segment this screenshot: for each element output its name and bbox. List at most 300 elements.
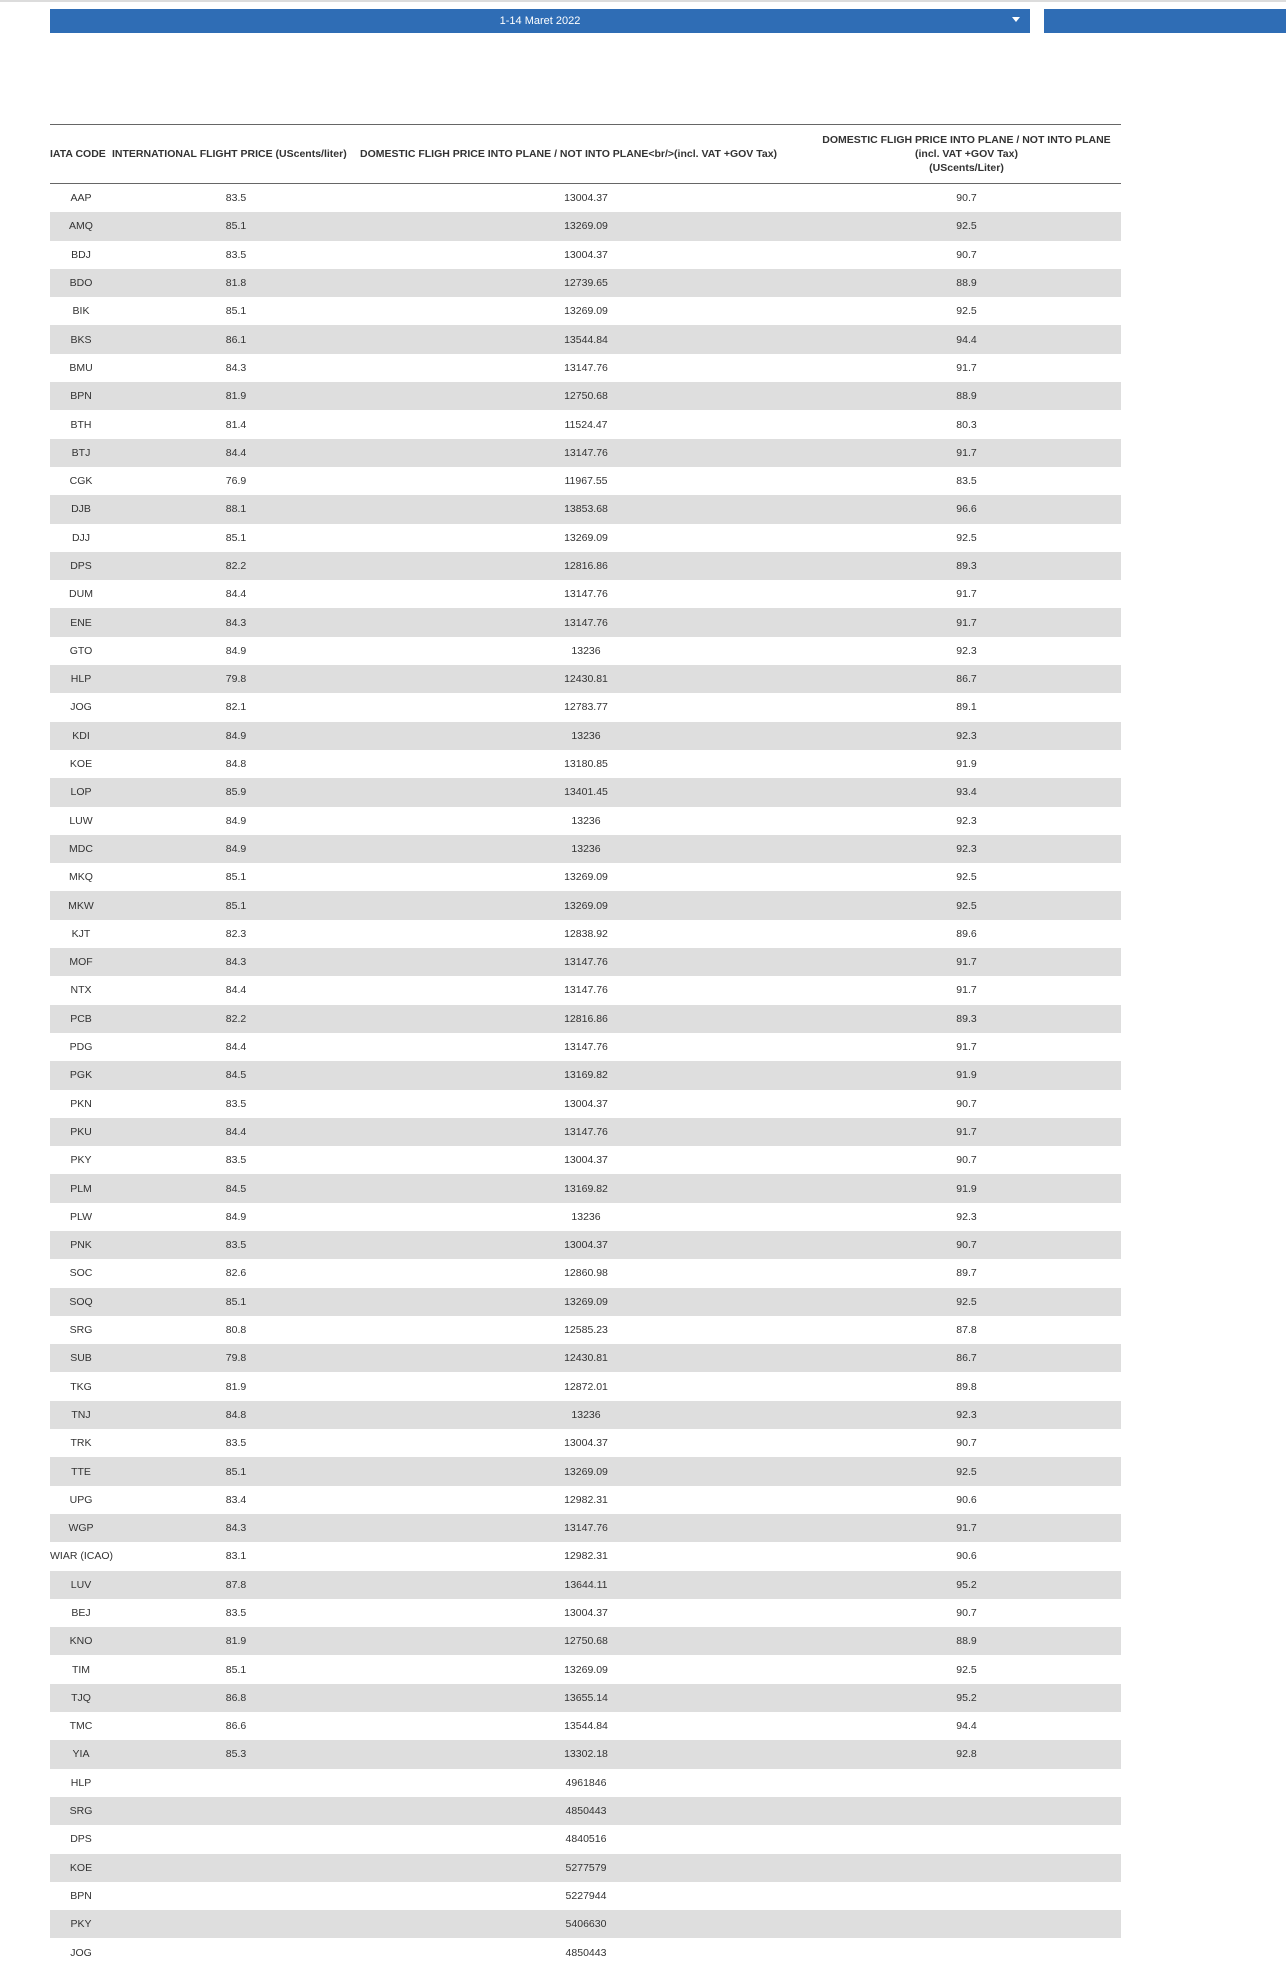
table-row	[50, 693, 1121, 721]
table-row	[50, 1684, 1121, 1712]
table-row	[50, 212, 1121, 240]
international-price-cell: 84.9	[225, 644, 247, 657]
column-header-line: DOMESTIC FLIGH PRICE INTO PLANE / NOT INTO PLANE	[822, 134, 1111, 146]
iata-code-cell: DPS	[70, 1833, 92, 1846]
international-price-cell: 85.1	[225, 305, 247, 318]
domestic-price-idr-cell: 12982.31	[564, 1493, 608, 1506]
international-price-cell: 82.3	[225, 927, 247, 940]
iata-code-cell: KOE	[69, 758, 93, 771]
domestic-price-uscents-cell	[812, 1797, 1121, 1825]
table-row	[50, 524, 1121, 552]
table-row	[50, 1033, 1121, 1061]
domestic-price-uscents-cell: 92.5	[812, 212, 1121, 240]
iata-code-cell: SOC	[69, 1267, 93, 1280]
table-row	[50, 891, 1121, 919]
international-price-cell: 80.8	[225, 1324, 247, 1337]
iata-code-cell: BTJ	[50, 439, 112, 467]
domestic-price-uscents-cell: 91.7	[956, 361, 977, 374]
domestic-price-idr-cell: 13401.45	[360, 778, 812, 806]
iata-code-cell: BDO	[50, 269, 112, 297]
international-price-cell: 84.3	[225, 361, 247, 374]
table-row	[50, 1090, 1121, 1118]
iata-code-cell: LOP	[50, 778, 112, 806]
domestic-price-idr-cell: 13147.76	[564, 588, 608, 601]
iata-code-cell: KDI	[50, 722, 112, 750]
domestic-price-idr-cell: 13236	[571, 644, 601, 657]
table-row	[50, 410, 1121, 438]
iata-code-cell: MKW	[50, 891, 112, 919]
fuel-price-table	[50, 124, 1121, 1967]
international-price-cell: 84.8	[225, 758, 247, 771]
domestic-price-uscents-cell: 89.6	[956, 927, 977, 940]
domestic-price-idr-cell: 12860.98	[564, 1267, 608, 1280]
domestic-price-idr-cell: 12430.81	[360, 665, 812, 693]
domestic-price-uscents-cell: 88.9	[812, 382, 1121, 410]
international-price-cell: 84.9	[225, 814, 247, 827]
domestic-price-uscents-cell: 89.3	[812, 1005, 1121, 1033]
domestic-price-idr-cell: 13147.76	[360, 948, 812, 976]
domestic-price-uscents-cell: 92.3	[956, 644, 977, 657]
iata-code-cell: TJQ	[50, 1684, 112, 1712]
domestic-price-idr-cell: 13180.85	[564, 758, 608, 771]
table-row	[50, 1542, 1121, 1570]
iata-code-cell: PKY	[70, 1154, 92, 1167]
column-header-domestic-price-idr[interactable]: DOMESTIC FLIGH PRICE INTO PLANE / NOT INTO PLANE<br/>(incl. VAT +GOV Tax)	[360, 125, 812, 184]
international-price-cell: 84.4	[112, 439, 360, 467]
table-body	[50, 184, 1121, 1967]
table-row	[50, 1712, 1121, 1740]
international-price-cell: 85.1	[112, 891, 360, 919]
international-price-cell: 84.3	[112, 948, 360, 976]
international-price-cell: 84.4	[112, 1118, 360, 1146]
domestic-price-idr-cell: 13004.37	[564, 192, 608, 205]
international-price-cell: 79.8	[112, 1344, 360, 1372]
iata-code-cell: BMU	[69, 361, 93, 374]
table-row	[50, 1882, 1121, 1910]
international-price-cell: 82.1	[225, 701, 247, 714]
international-price-cell: 83.5	[225, 1606, 247, 1619]
domestic-price-idr-cell: 13853.68	[360, 495, 812, 523]
iata-code-cell: TNJ	[50, 1401, 112, 1429]
international-price-cell	[112, 1825, 360, 1853]
domestic-price-uscents-cell: 90.7	[956, 1606, 977, 1619]
domestic-price-idr-cell: 13147.76	[360, 439, 812, 467]
domestic-price-idr-cell: 13269.09	[564, 1663, 608, 1676]
international-price-cell: 83.5	[225, 1437, 247, 1450]
table-row	[50, 1429, 1121, 1457]
domestic-price-idr-cell: 13269.09	[360, 212, 812, 240]
international-price-cell: 83.5	[225, 1097, 247, 1110]
domestic-price-idr-cell: 13644.11	[360, 1571, 812, 1599]
domestic-price-uscents-cell: 91.7	[812, 1118, 1121, 1146]
domestic-price-idr-cell: 11967.55	[564, 475, 608, 488]
domestic-price-idr-cell: 12838.92	[564, 927, 608, 940]
domestic-price-uscents-cell: 90.7	[956, 1154, 977, 1167]
international-price-cell: 84.3	[112, 1514, 360, 1542]
table-row	[50, 439, 1121, 467]
iata-code-cell: PCB	[50, 1005, 112, 1033]
domestic-price-uscents-cell: 90.7	[956, 248, 977, 261]
domestic-price-idr-cell: 13169.82	[360, 1061, 812, 1089]
table-row	[50, 1203, 1121, 1231]
domestic-price-idr-cell: 12430.81	[360, 1344, 812, 1372]
international-price-cell: 85.1	[225, 1663, 247, 1676]
iata-code-cell: PKU	[50, 1118, 112, 1146]
domestic-price-idr-cell: 13004.37	[360, 1231, 812, 1259]
column-header-line: (UScents/Liter)	[929, 162, 1004, 174]
iata-code-cell: BKS	[50, 325, 112, 353]
international-price-cell: 81.9	[225, 1380, 247, 1393]
domestic-price-idr-cell: 13544.84	[564, 1720, 608, 1733]
domestic-price-idr-cell: 4850443	[565, 1946, 607, 1959]
table-row	[50, 948, 1121, 976]
international-price-cell: 79.8	[112, 665, 360, 693]
iata-code-cell: AAP	[70, 192, 92, 205]
international-price-cell: 85.1	[112, 1457, 360, 1485]
international-price-cell: 83.5	[225, 1154, 247, 1167]
domestic-price-idr-cell: 4961846	[565, 1776, 607, 1789]
international-price-cell: 81.8	[112, 269, 360, 297]
iata-code-cell: PNK	[50, 1231, 112, 1259]
domestic-price-idr-cell: 13269.09	[360, 1288, 812, 1316]
period-dropdown[interactable]	[50, 9, 1030, 33]
table-row	[50, 835, 1121, 863]
international-price-cell: 84.4	[225, 984, 247, 997]
domestic-price-idr-cell: 12783.77	[564, 701, 608, 714]
iata-code-cell: HLP	[50, 665, 112, 693]
international-price-cell: 84.4	[225, 588, 247, 601]
table-row	[50, 778, 1121, 806]
domestic-price-uscents-cell	[812, 1938, 1121, 1966]
iata-code-cell: BEJ	[71, 1606, 91, 1619]
domestic-price-idr-cell: 12872.01	[564, 1380, 608, 1393]
domestic-price-uscents-cell: 90.7	[812, 1231, 1121, 1259]
domestic-price-idr-cell: 13004.37	[564, 1154, 608, 1167]
column-header-iata-code[interactable]: IATA CODE	[50, 125, 112, 184]
domestic-price-idr-cell: 13269.09	[564, 871, 608, 884]
iata-code-cell: DPS	[50, 552, 112, 580]
domestic-price-uscents-cell: 92.3	[812, 722, 1121, 750]
international-price-cell	[112, 1910, 360, 1938]
table-row	[50, 495, 1121, 523]
domestic-price-uscents-cell: 91.9	[956, 758, 977, 771]
table-row	[50, 608, 1121, 636]
iata-code-cell: PGK	[50, 1061, 112, 1089]
international-price-cell: 85.1	[112, 1288, 360, 1316]
table-row	[50, 665, 1121, 693]
table-row	[50, 1174, 1121, 1202]
domestic-price-uscents-cell: 88.9	[812, 269, 1121, 297]
table-row	[50, 1797, 1121, 1825]
domestic-price-uscents-cell: 92.5	[812, 891, 1121, 919]
international-price-cell: 86.1	[112, 325, 360, 353]
domestic-price-uscents-cell: 92.3	[956, 1210, 977, 1223]
table-row	[50, 184, 1121, 213]
domestic-price-idr-cell: 13655.14	[360, 1684, 812, 1712]
table-row	[50, 1061, 1121, 1089]
domestic-price-uscents-cell: 91.7	[956, 1041, 977, 1054]
domestic-price-uscents-cell: 94.4	[956, 1720, 977, 1733]
international-price-cell: 81.9	[112, 382, 360, 410]
column-header-line: (incl. VAT +GOV Tax)	[915, 148, 1018, 160]
domestic-price-idr-cell: 12750.68	[360, 1627, 812, 1655]
domestic-price-idr-cell: 13147.76	[360, 1514, 812, 1542]
iata-code-cell: WIAR (ICAO)	[50, 1550, 113, 1563]
domestic-price-idr-cell: 12585.23	[564, 1324, 608, 1337]
table-row	[50, 1938, 1121, 1966]
domestic-price-idr-cell: 4850443	[360, 1797, 812, 1825]
table-row	[50, 722, 1121, 750]
international-price-cell: 84.3	[112, 608, 360, 636]
domestic-price-uscents-cell: 92.8	[812, 1740, 1121, 1768]
iata-code-cell: WGP	[50, 1514, 112, 1542]
domestic-price-idr-cell: 13004.37	[564, 1606, 608, 1619]
international-price-cell: 83.1	[225, 1550, 247, 1563]
iata-code-cell: DJB	[50, 495, 112, 523]
iata-code-cell: HLP	[70, 1776, 92, 1789]
domestic-price-uscents-cell: 80.3	[956, 418, 977, 431]
domestic-price-uscents-cell	[812, 1882, 1121, 1910]
table-row	[50, 1231, 1121, 1259]
international-price-cell: 88.1	[112, 495, 360, 523]
domestic-price-uscents-cell: 83.5	[956, 475, 977, 488]
domestic-price-uscents-cell: 96.6	[812, 495, 1121, 523]
international-price-cell: 84.9	[225, 1210, 247, 1223]
international-price-cell	[112, 1854, 360, 1882]
domestic-price-uscents-cell: 89.7	[956, 1267, 977, 1280]
iata-code-cell: MKQ	[69, 871, 93, 884]
iata-code-cell: GTO	[69, 644, 93, 657]
domestic-price-uscents-cell: 87.8	[956, 1324, 977, 1337]
table-row	[50, 1259, 1121, 1287]
iata-code-cell: PDG	[69, 1041, 93, 1054]
domestic-price-uscents-cell: 92.5	[956, 305, 977, 318]
international-price-cell: 87.8	[112, 1571, 360, 1599]
domestic-price-idr-cell: 5277579	[360, 1854, 812, 1882]
table-row	[50, 920, 1121, 948]
table-row	[50, 354, 1121, 382]
domestic-price-idr-cell: 13269.09	[360, 891, 812, 919]
international-price-cell	[112, 1882, 360, 1910]
domestic-price-uscents-cell: 89.8	[956, 1380, 977, 1393]
iata-code-cell: SRG	[50, 1797, 112, 1825]
table-row	[50, 807, 1121, 835]
iata-code-cell: TKG	[70, 1380, 92, 1393]
domestic-price-uscents-cell: 93.4	[812, 778, 1121, 806]
table-row	[50, 269, 1121, 297]
iata-code-cell: TMC	[69, 1720, 93, 1733]
domestic-price-uscents-cell: 90.6	[956, 1493, 977, 1506]
domestic-price-uscents-cell: 91.7	[812, 948, 1121, 976]
domestic-price-idr-cell: 13236	[571, 1210, 601, 1223]
domestic-price-uscents-cell	[812, 1825, 1121, 1853]
table-row	[50, 1599, 1121, 1627]
domestic-price-idr-cell: 13269.09	[564, 531, 608, 544]
domestic-price-idr-cell: 13147.76	[564, 1041, 608, 1054]
domestic-price-uscents-cell: 92.3	[956, 814, 977, 827]
iata-code-cell: ENE	[50, 608, 112, 636]
international-price-cell: 82.2	[112, 1005, 360, 1033]
domestic-price-uscents-cell	[812, 1854, 1121, 1882]
table-row	[50, 1486, 1121, 1514]
domestic-price-uscents-cell: 91.9	[812, 1061, 1121, 1089]
international-price-cell: 82.6	[225, 1267, 247, 1280]
international-price-cell	[112, 1938, 360, 1966]
secondary-filter-bar[interactable]	[1044, 9, 1286, 33]
domestic-price-uscents-cell: 91.7	[956, 588, 977, 601]
column-header-domestic-price-uscents[interactable]	[812, 125, 1121, 184]
domestic-price-idr-cell: 4840516	[565, 1833, 607, 1846]
international-price-cell: 84.9	[112, 835, 360, 863]
iata-code-cell: NTX	[70, 984, 92, 997]
domestic-price-idr-cell: 13147.76	[564, 984, 608, 997]
table-row	[50, 863, 1121, 891]
page-top-edge	[0, 0, 1286, 2]
domestic-price-idr-cell: 11524.47	[564, 418, 608, 431]
iata-code-cell: KJT	[71, 927, 91, 940]
iata-code-cell: MOF	[50, 948, 112, 976]
international-price-cell: 84.8	[112, 1401, 360, 1429]
international-price-cell: 84.4	[225, 1041, 247, 1054]
iata-code-cell: CGK	[69, 475, 93, 488]
table-row	[50, 1769, 1121, 1797]
table-row	[50, 467, 1121, 495]
domestic-price-idr-cell: 13004.37	[564, 1097, 608, 1110]
international-price-cell	[112, 1797, 360, 1825]
domestic-price-idr-cell: 13302.18	[360, 1740, 812, 1768]
domestic-price-idr-cell: 13147.76	[360, 608, 812, 636]
iata-code-cell: KNO	[50, 1627, 112, 1655]
iata-code-cell: JOG	[70, 1946, 92, 1959]
domestic-price-idr-cell: 13236	[571, 814, 601, 827]
domestic-price-uscents-cell	[812, 1910, 1121, 1938]
table-row	[50, 1571, 1121, 1599]
domestic-price-uscents-cell: 90.7	[956, 192, 977, 205]
domestic-price-uscents-cell: 91.7	[956, 984, 977, 997]
table-row	[50, 1854, 1121, 1882]
domestic-price-idr-cell: 13269.09	[564, 305, 608, 318]
domestic-price-uscents-cell: 91.9	[812, 1174, 1121, 1202]
domestic-price-uscents-cell: 95.2	[812, 1684, 1121, 1712]
domestic-price-uscents-cell	[812, 1769, 1121, 1797]
table-row	[50, 241, 1121, 269]
international-price-cell: 85.1	[112, 212, 360, 240]
domestic-price-uscents-cell: 90.7	[956, 1097, 977, 1110]
domestic-price-uscents-cell: 91.7	[812, 1514, 1121, 1542]
international-price-cell: 81.4	[225, 418, 247, 431]
table-row	[50, 1457, 1121, 1485]
international-price-cell: 86.6	[225, 1720, 247, 1733]
domestic-price-idr-cell: 12750.68	[360, 382, 812, 410]
table-row	[50, 976, 1121, 1004]
table-row	[50, 1514, 1121, 1542]
iata-code-cell: SOQ	[50, 1288, 112, 1316]
domestic-price-uscents-cell: 89.3	[812, 552, 1121, 580]
table-row	[50, 1146, 1121, 1174]
table-row	[50, 1372, 1121, 1400]
table-row	[50, 1316, 1121, 1344]
domestic-price-idr-cell: 13004.37	[564, 248, 608, 261]
table-row	[50, 1344, 1121, 1372]
domestic-price-idr-cell: 13147.76	[360, 1118, 812, 1146]
international-price-cell: 83.5	[225, 248, 247, 261]
international-price-cell: 83.4	[225, 1493, 247, 1506]
iata-code-cell: SRG	[69, 1324, 93, 1337]
table-row	[50, 1910, 1121, 1938]
international-price-cell: 76.9	[225, 475, 247, 488]
domestic-price-uscents-cell: 86.7	[812, 1344, 1121, 1372]
iata-code-cell: JOG	[70, 701, 92, 714]
domestic-price-idr-cell: 13169.82	[360, 1174, 812, 1202]
table-row	[50, 297, 1121, 325]
iata-code-cell: SUB	[50, 1344, 112, 1372]
iata-code-cell: LUW	[69, 814, 93, 827]
iata-code-cell: BPN	[50, 382, 112, 410]
iata-code-cell: BIK	[72, 305, 90, 318]
domestic-price-idr-cell: 13269.09	[360, 1457, 812, 1485]
domestic-price-uscents-cell: 88.9	[812, 1627, 1121, 1655]
iata-code-cell: AMQ	[50, 212, 112, 240]
domestic-price-idr-cell: 13147.76	[564, 361, 608, 374]
table-row	[50, 750, 1121, 778]
iata-code-cell: PLM	[50, 1174, 112, 1202]
international-price-cell: 83.5	[112, 1231, 360, 1259]
domestic-price-idr-cell: 12739.65	[360, 269, 812, 297]
domestic-price-uscents-cell: 91.7	[812, 439, 1121, 467]
domestic-price-uscents-cell: 92.5	[956, 531, 977, 544]
iata-code-cell: PKN	[70, 1097, 92, 1110]
iata-code-cell: TIM	[71, 1663, 91, 1676]
domestic-price-uscents-cell: 95.2	[812, 1571, 1121, 1599]
international-price-cell: 82.2	[112, 552, 360, 580]
table-header-row	[50, 125, 1121, 184]
iata-code-cell: TRK	[70, 1437, 92, 1450]
table-row	[50, 1288, 1121, 1316]
iata-code-cell: BTH	[70, 418, 92, 431]
table-row	[50, 1627, 1121, 1655]
domestic-price-idr-cell: 13236	[360, 1401, 812, 1429]
iata-code-cell: LUV	[50, 1571, 112, 1599]
column-header-international-price[interactable]: INTERNATIONAL FLIGHT PRICE (UScents/liter)	[112, 125, 360, 184]
domestic-price-uscents-cell: 92.5	[956, 871, 977, 884]
domestic-price-uscents-cell: 92.3	[812, 835, 1121, 863]
domestic-price-uscents-cell: 92.5	[812, 1288, 1121, 1316]
iata-code-cell: PKY	[50, 1910, 112, 1938]
table-row	[50, 1401, 1121, 1429]
international-price-cell: 86.8	[112, 1684, 360, 1712]
table-row	[50, 552, 1121, 580]
table-row	[50, 1825, 1121, 1853]
international-price-cell: 84.9	[112, 722, 360, 750]
iata-code-cell: UPG	[69, 1493, 93, 1506]
chevron-down-icon[interactable]	[1012, 17, 1020, 22]
table-row	[50, 325, 1121, 353]
domestic-price-uscents-cell: 92.3	[812, 1401, 1121, 1429]
international-price-cell: 85.1	[225, 871, 247, 884]
domestic-price-idr-cell: 5406630	[360, 1910, 812, 1938]
table-row	[50, 580, 1121, 608]
iata-code-cell: DJJ	[71, 531, 91, 544]
international-price-cell: 85.3	[112, 1740, 360, 1768]
domestic-price-uscents-cell: 90.6	[956, 1550, 977, 1563]
domestic-price-idr-cell: 12816.86	[360, 1005, 812, 1033]
iata-code-cell: MDC	[50, 835, 112, 863]
table-row	[50, 1655, 1121, 1683]
iata-code-cell: DUM	[69, 588, 93, 601]
international-price-cell: 85.9	[112, 778, 360, 806]
iata-code-cell: TTE	[50, 1457, 112, 1485]
domestic-price-uscents-cell: 90.7	[956, 1437, 977, 1450]
